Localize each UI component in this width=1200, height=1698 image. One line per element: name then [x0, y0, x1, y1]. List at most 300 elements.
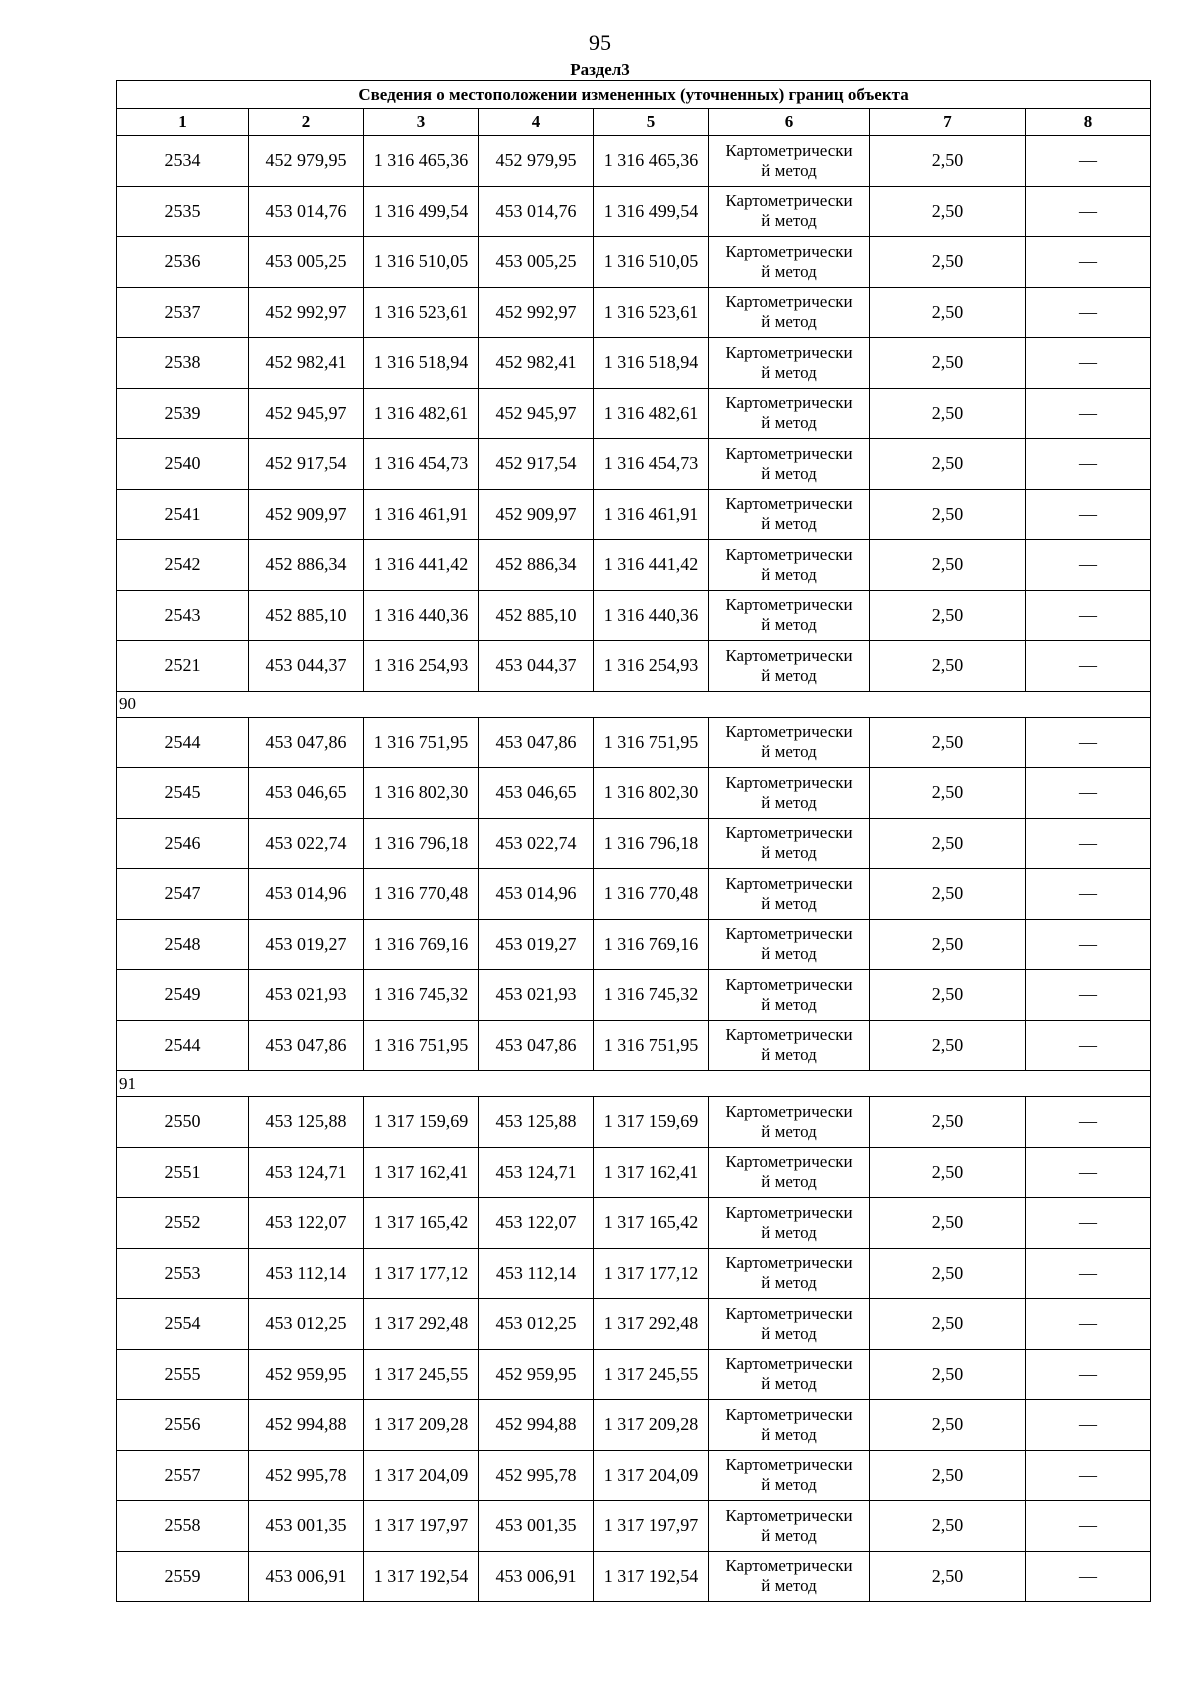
y-existing-cell: 1 317 162,41 — [364, 1147, 479, 1198]
point-number-cell: 2521 — [117, 641, 249, 692]
y-existing-cell: 1 316 465,36 — [364, 136, 479, 187]
x-updated-cell: 453 006,91 — [479, 1551, 594, 1602]
x-updated-cell: 453 021,93 — [479, 970, 594, 1021]
y-updated-cell: 1 316 461,91 — [594, 489, 709, 540]
table-caption-row — [117, 81, 1151, 109]
description-cell: — — [1026, 869, 1151, 920]
description-cell: — — [1026, 1248, 1151, 1299]
table-row — [117, 768, 1151, 819]
description-cell: — — [1026, 1198, 1151, 1249]
y-updated-cell: 1 316 482,61 — [594, 388, 709, 439]
y-existing-cell: 1 317 197,97 — [364, 1501, 479, 1552]
method-cell — [709, 768, 870, 819]
point-number-cell: 2550 — [117, 1097, 249, 1148]
method-text-line2: й метод — [761, 564, 817, 584]
y-updated-cell: 1 316 523,61 — [594, 287, 709, 338]
x-updated-cell: 453 022,74 — [479, 818, 594, 869]
y-updated-cell: 1 316 751,95 — [594, 717, 709, 768]
y-existing-cell: 1 316 751,95 — [364, 1020, 479, 1071]
y-existing-cell: 1 316 440,36 — [364, 590, 479, 641]
y-existing-cell: 1 317 204,09 — [364, 1450, 479, 1501]
accuracy-cell: 2,50 — [870, 768, 1026, 819]
column-header: 2 — [249, 109, 364, 136]
y-updated-cell: 1 317 209,28 — [594, 1400, 709, 1451]
method-text-line2: й метод — [761, 843, 817, 863]
method-text-line2: й метод — [761, 413, 817, 433]
accuracy-cell: 2,50 — [870, 1198, 1026, 1249]
x-existing-cell: 452 909,97 — [249, 489, 364, 540]
description-cell: — — [1026, 338, 1151, 389]
method-text-line2: й метод — [761, 1222, 817, 1242]
y-existing-cell: 1 316 523,61 — [364, 287, 479, 338]
group-row — [117, 691, 1151, 717]
method-cell — [709, 1299, 870, 1350]
table-row — [117, 1400, 1151, 1451]
accuracy-cell: 2,50 — [870, 590, 1026, 641]
description-cell: — — [1026, 136, 1151, 187]
x-updated-cell: 452 885,10 — [479, 590, 594, 641]
accuracy-cell: 2,50 — [870, 717, 1026, 768]
point-number-cell: 2548 — [117, 919, 249, 970]
point-number-cell: 2547 — [117, 869, 249, 920]
accuracy-cell: 2,50 — [870, 388, 1026, 439]
method-text-line2: й метод — [761, 261, 817, 281]
x-existing-cell: 452 979,95 — [249, 136, 364, 187]
y-updated-cell: 1 316 796,18 — [594, 818, 709, 869]
accuracy-cell: 2,50 — [870, 1501, 1026, 1552]
point-number-cell: 2557 — [117, 1450, 249, 1501]
method-text-line1: Картометрически — [725, 645, 853, 665]
y-updated-cell: 1 317 159,69 — [594, 1097, 709, 1148]
y-updated-cell: 1 317 192,54 — [594, 1551, 709, 1602]
table-caption: Сведения о местоположении измененных (уточненных) границ объекта — [117, 81, 1151, 109]
x-updated-cell: 452 995,78 — [479, 1450, 594, 1501]
table-body — [117, 81, 1151, 1602]
x-updated-cell: 453 124,71 — [479, 1147, 594, 1198]
y-updated-cell: 1 316 802,30 — [594, 768, 709, 819]
x-existing-cell: 453 125,88 — [249, 1097, 364, 1148]
table-row — [117, 1198, 1151, 1249]
y-updated-cell: 1 316 465,36 — [594, 136, 709, 187]
column-header: 1 — [117, 109, 249, 136]
y-existing-cell: 1 316 482,61 — [364, 388, 479, 439]
description-cell: — — [1026, 237, 1151, 288]
x-updated-cell: 452 886,34 — [479, 540, 594, 591]
x-updated-cell: 452 992,97 — [479, 287, 594, 338]
method-text-line2: й метод — [761, 1525, 817, 1545]
y-existing-cell: 1 316 454,73 — [364, 439, 479, 490]
method-text-line1: Картометрически — [725, 1253, 853, 1273]
x-existing-cell: 453 005,25 — [249, 237, 364, 288]
y-existing-cell: 1 316 745,32 — [364, 970, 479, 1021]
description-cell: — — [1026, 818, 1151, 869]
accuracy-cell: 2,50 — [870, 1097, 1026, 1148]
accuracy-cell: 2,50 — [870, 540, 1026, 591]
accuracy-cell: 2,50 — [870, 136, 1026, 187]
point-number-cell: 2546 — [117, 818, 249, 869]
method-cell — [709, 1147, 870, 1198]
point-number-cell: 2537 — [117, 287, 249, 338]
table-row — [117, 818, 1151, 869]
description-cell: — — [1026, 970, 1151, 1021]
method-text-line2: й метод — [761, 944, 817, 964]
accuracy-cell: 2,50 — [870, 237, 1026, 288]
accuracy-cell: 2,50 — [870, 186, 1026, 237]
table-row — [117, 869, 1151, 920]
description-cell: — — [1026, 919, 1151, 970]
table-row — [117, 186, 1151, 237]
section-title: Раздел3 — [570, 60, 630, 79]
y-updated-cell: 1 317 245,55 — [594, 1349, 709, 1400]
accuracy-cell: 2,50 — [870, 1450, 1026, 1501]
accuracy-cell: 2,50 — [870, 338, 1026, 389]
y-existing-cell: 1 317 292,48 — [364, 1299, 479, 1350]
method-cell — [709, 186, 870, 237]
method-text-line1: Картометрически — [725, 722, 853, 742]
table-row — [117, 1501, 1151, 1552]
table-row — [117, 1147, 1151, 1198]
column-header: 3 — [364, 109, 479, 136]
method-text-line2: й метод — [761, 1172, 817, 1192]
accuracy-cell: 2,50 — [870, 818, 1026, 869]
method-text-line1: Картометрически — [725, 974, 853, 994]
point-number-cell: 2544 — [117, 1020, 249, 1071]
x-existing-cell: 453 047,86 — [249, 717, 364, 768]
description-cell: — — [1026, 1020, 1151, 1071]
method-text-line2: й метод — [761, 362, 817, 382]
method-cell — [709, 1450, 870, 1501]
table-row — [117, 590, 1151, 641]
method-text-line2: й метод — [761, 160, 817, 180]
method-text-line2: й метод — [761, 665, 817, 685]
method-cell — [709, 1349, 870, 1400]
description-cell: — — [1026, 1501, 1151, 1552]
method-cell — [709, 818, 870, 869]
method-cell — [709, 641, 870, 692]
method-text-line2: й метод — [761, 1121, 817, 1141]
accuracy-cell: 2,50 — [870, 1400, 1026, 1451]
method-text-line1: Картометрически — [725, 1025, 853, 1045]
table-row — [117, 970, 1151, 1021]
accuracy-cell: 2,50 — [870, 869, 1026, 920]
x-updated-cell: 453 122,07 — [479, 1198, 594, 1249]
table-row — [117, 1551, 1151, 1602]
description-cell: — — [1026, 186, 1151, 237]
method-cell — [709, 717, 870, 768]
y-existing-cell: 1 317 209,28 — [364, 1400, 479, 1451]
table-row — [117, 388, 1151, 439]
x-updated-cell: 452 982,41 — [479, 338, 594, 389]
description-cell: — — [1026, 717, 1151, 768]
y-updated-cell: 1 316 440,36 — [594, 590, 709, 641]
y-updated-cell: 1 316 441,42 — [594, 540, 709, 591]
x-existing-cell: 453 046,65 — [249, 768, 364, 819]
x-existing-cell: 453 012,25 — [249, 1299, 364, 1350]
method-cell — [709, 1501, 870, 1552]
y-updated-cell: 1 317 165,42 — [594, 1198, 709, 1249]
method-text-line2: й метод — [761, 1475, 817, 1495]
method-text-line1: Картометрически — [725, 823, 853, 843]
accuracy-cell: 2,50 — [870, 1299, 1026, 1350]
y-existing-cell: 1 316 254,93 — [364, 641, 479, 692]
description-cell: — — [1026, 641, 1151, 692]
method-cell — [709, 136, 870, 187]
accuracy-cell: 2,50 — [870, 439, 1026, 490]
method-text-line1: Картометрически — [725, 292, 853, 312]
point-number-cell: 2545 — [117, 768, 249, 819]
description-cell: — — [1026, 590, 1151, 641]
point-number-cell: 2556 — [117, 1400, 249, 1451]
y-updated-cell: 1 316 751,95 — [594, 1020, 709, 1071]
method-text-line2: й метод — [761, 742, 817, 762]
x-updated-cell: 452 945,97 — [479, 388, 594, 439]
column-header: 4 — [479, 109, 594, 136]
method-text-line1: Картометрически — [725, 1556, 853, 1576]
x-updated-cell: 453 047,86 — [479, 1020, 594, 1071]
method-cell — [709, 338, 870, 389]
method-cell — [709, 1097, 870, 1148]
description-cell: — — [1026, 388, 1151, 439]
x-existing-cell: 453 122,07 — [249, 1198, 364, 1249]
y-existing-cell: 1 317 192,54 — [364, 1551, 479, 1602]
point-number-cell: 2555 — [117, 1349, 249, 1400]
method-cell — [709, 388, 870, 439]
y-existing-cell: 1 316 751,95 — [364, 717, 479, 768]
point-number-cell: 2552 — [117, 1198, 249, 1249]
method-text-line2: й метод — [761, 312, 817, 332]
point-number-cell: 2559 — [117, 1551, 249, 1602]
y-existing-cell: 1 316 769,16 — [364, 919, 479, 970]
y-updated-cell: 1 316 510,05 — [594, 237, 709, 288]
method-text-line1: Картометрически — [725, 1404, 853, 1424]
method-text-line1: Картометрически — [725, 1455, 853, 1475]
y-updated-cell: 1 316 745,32 — [594, 970, 709, 1021]
x-existing-cell: 453 006,91 — [249, 1551, 364, 1602]
table-row — [117, 1020, 1151, 1071]
x-updated-cell: 453 112,14 — [479, 1248, 594, 1299]
boundary-table — [116, 80, 1151, 1602]
method-text-line1: Картометрически — [725, 544, 853, 564]
method-text-line2: й метод — [761, 994, 817, 1014]
table-row — [117, 439, 1151, 490]
point-number-cell: 2538 — [117, 338, 249, 389]
y-updated-cell: 1 316 499,54 — [594, 186, 709, 237]
accuracy-cell: 2,50 — [870, 489, 1026, 540]
description-cell: — — [1026, 1349, 1151, 1400]
column-header: 8 — [1026, 109, 1151, 136]
x-existing-cell: 452 995,78 — [249, 1450, 364, 1501]
method-cell — [709, 1248, 870, 1299]
description-cell: — — [1026, 1551, 1151, 1602]
description-cell: — — [1026, 489, 1151, 540]
method-text-line2: й метод — [761, 1576, 817, 1596]
y-existing-cell: 1 317 177,12 — [364, 1248, 479, 1299]
table-row — [117, 338, 1151, 389]
x-updated-cell: 453 044,37 — [479, 641, 594, 692]
method-text-line1: Картометрически — [725, 140, 853, 160]
point-number-cell: 2536 — [117, 237, 249, 288]
method-text-line2: й метод — [761, 1374, 817, 1394]
y-existing-cell: 1 317 165,42 — [364, 1198, 479, 1249]
method-cell — [709, 919, 870, 970]
y-updated-cell: 1 317 162,41 — [594, 1147, 709, 1198]
group-label: 90 — [117, 691, 1151, 717]
group-row — [117, 1071, 1151, 1097]
method-text-line1: Картометрически — [725, 393, 853, 413]
x-existing-cell: 453 021,93 — [249, 970, 364, 1021]
x-existing-cell: 453 019,27 — [249, 919, 364, 970]
method-cell — [709, 970, 870, 1021]
method-cell — [709, 1020, 870, 1071]
x-updated-cell: 453 046,65 — [479, 768, 594, 819]
x-updated-cell: 453 014,96 — [479, 869, 594, 920]
x-existing-cell: 452 885,10 — [249, 590, 364, 641]
accuracy-cell: 2,50 — [870, 1020, 1026, 1071]
method-text-line2: й метод — [761, 792, 817, 812]
x-existing-cell: 452 886,34 — [249, 540, 364, 591]
y-updated-cell: 1 316 254,93 — [594, 641, 709, 692]
x-updated-cell: 452 909,97 — [479, 489, 594, 540]
x-updated-cell: 452 917,54 — [479, 439, 594, 490]
x-existing-cell: 453 014,76 — [249, 186, 364, 237]
y-updated-cell: 1 317 292,48 — [594, 1299, 709, 1350]
description-cell: — — [1026, 1450, 1151, 1501]
x-existing-cell: 452 959,95 — [249, 1349, 364, 1400]
x-existing-cell: 452 982,41 — [249, 338, 364, 389]
x-updated-cell: 453 125,88 — [479, 1097, 594, 1148]
x-updated-cell: 453 012,25 — [479, 1299, 594, 1350]
x-existing-cell: 452 992,97 — [249, 287, 364, 338]
method-cell — [709, 869, 870, 920]
y-existing-cell: 1 317 159,69 — [364, 1097, 479, 1148]
method-text-line1: Картометрически — [725, 1303, 853, 1323]
y-updated-cell: 1 316 454,73 — [594, 439, 709, 490]
method-cell — [709, 489, 870, 540]
method-text-line2: й метод — [761, 1323, 817, 1343]
accuracy-cell: 2,50 — [870, 1147, 1026, 1198]
table-row — [117, 136, 1151, 187]
point-number-cell: 2540 — [117, 439, 249, 490]
description-cell: — — [1026, 1299, 1151, 1350]
column-header: 7 — [870, 109, 1026, 136]
point-number-cell: 2534 — [117, 136, 249, 187]
table-row — [117, 919, 1151, 970]
y-existing-cell: 1 316 441,42 — [364, 540, 479, 591]
accuracy-cell: 2,50 — [870, 1551, 1026, 1602]
method-cell — [709, 1400, 870, 1451]
description-cell: — — [1026, 439, 1151, 490]
method-text-line2: й метод — [761, 615, 817, 635]
description-cell: — — [1026, 1097, 1151, 1148]
description-cell: — — [1026, 1400, 1151, 1451]
point-number-cell: 2553 — [117, 1248, 249, 1299]
column-header: 5 — [594, 109, 709, 136]
table-row — [117, 717, 1151, 768]
method-text-line1: Картометрически — [725, 595, 853, 615]
y-existing-cell: 1 316 461,91 — [364, 489, 479, 540]
x-existing-cell: 452 945,97 — [249, 388, 364, 439]
y-existing-cell: 1 316 518,94 — [364, 338, 479, 389]
table-row — [117, 1299, 1151, 1350]
method-text-line1: Картометрически — [725, 241, 853, 261]
y-updated-cell: 1 316 518,94 — [594, 338, 709, 389]
method-cell — [709, 1551, 870, 1602]
method-text-line1: Картометрически — [725, 1354, 853, 1374]
method-text-line1: Картометрически — [725, 1505, 853, 1525]
point-number-cell: 2544 — [117, 717, 249, 768]
x-updated-cell: 453 005,25 — [479, 237, 594, 288]
method-cell — [709, 1198, 870, 1249]
table-row — [117, 1349, 1151, 1400]
accuracy-cell: 2,50 — [870, 1248, 1026, 1299]
x-existing-cell: 453 047,86 — [249, 1020, 364, 1071]
x-updated-cell: 453 001,35 — [479, 1501, 594, 1552]
y-updated-cell: 1 317 197,97 — [594, 1501, 709, 1552]
method-text-line2: й метод — [761, 1273, 817, 1293]
point-number-cell: 2551 — [117, 1147, 249, 1198]
group-label: 91 — [117, 1071, 1151, 1097]
x-updated-cell: 453 014,76 — [479, 186, 594, 237]
x-existing-cell: 453 124,71 — [249, 1147, 364, 1198]
y-existing-cell: 1 316 802,30 — [364, 768, 479, 819]
description-cell: — — [1026, 768, 1151, 819]
method-text-line1: Картометрически — [725, 772, 853, 792]
method-text-line2: й метод — [761, 893, 817, 913]
point-number-cell: 2558 — [117, 1501, 249, 1552]
y-updated-cell: 1 316 769,16 — [594, 919, 709, 970]
y-existing-cell: 1 316 510,05 — [364, 237, 479, 288]
method-text-line1: Картометрически — [725, 873, 853, 893]
method-text-line2: й метод — [761, 1045, 817, 1065]
accuracy-cell: 2,50 — [870, 919, 1026, 970]
method-text-line2: й метод — [761, 1424, 817, 1444]
point-number-cell: 2541 — [117, 489, 249, 540]
column-header: 6 — [709, 109, 870, 136]
table-row — [117, 1248, 1151, 1299]
page-number: 95 — [589, 30, 611, 55]
x-existing-cell: 453 001,35 — [249, 1501, 364, 1552]
x-existing-cell: 452 917,54 — [249, 439, 364, 490]
y-existing-cell: 1 316 770,48 — [364, 869, 479, 920]
method-cell — [709, 287, 870, 338]
x-updated-cell: 452 979,95 — [479, 136, 594, 187]
x-existing-cell: 453 014,96 — [249, 869, 364, 920]
y-updated-cell: 1 317 177,12 — [594, 1248, 709, 1299]
accuracy-cell: 2,50 — [870, 287, 1026, 338]
table-row — [117, 641, 1151, 692]
accuracy-cell: 2,50 — [870, 1349, 1026, 1400]
table-row — [117, 237, 1151, 288]
method-cell — [709, 439, 870, 490]
method-text-line1: Картометрически — [725, 494, 853, 514]
x-existing-cell: 453 112,14 — [249, 1248, 364, 1299]
accuracy-cell: 2,50 — [870, 970, 1026, 1021]
point-number-cell: 2542 — [117, 540, 249, 591]
method-text-line1: Картометрически — [725, 1101, 853, 1121]
point-number-cell: 2549 — [117, 970, 249, 1021]
y-updated-cell: 1 317 204,09 — [594, 1450, 709, 1501]
method-cell — [709, 590, 870, 641]
method-text-line1: Картометрически — [725, 443, 853, 463]
x-updated-cell: 452 994,88 — [479, 1400, 594, 1451]
x-updated-cell: 453 047,86 — [479, 717, 594, 768]
description-cell: — — [1026, 540, 1151, 591]
table-header-row — [117, 109, 1151, 136]
method-text-line1: Картометрически — [725, 1152, 853, 1172]
point-number-cell: 2554 — [117, 1299, 249, 1350]
method-cell — [709, 237, 870, 288]
method-text-line2: й метод — [761, 211, 817, 231]
